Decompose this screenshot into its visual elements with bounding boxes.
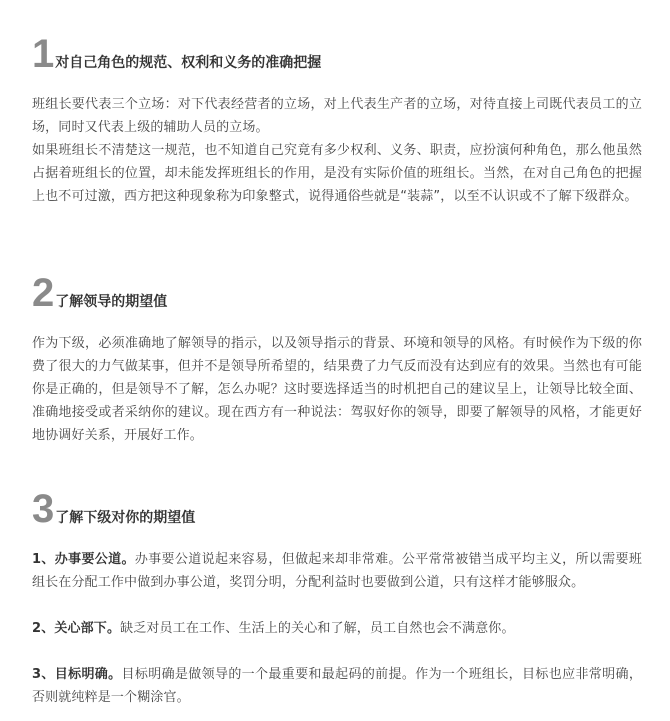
section-1-number: 1	[32, 32, 55, 76]
section-3-title: 了解下级对你的期望值	[55, 510, 196, 526]
point-2-text: 缺乏对员工在工作、生活上的关心和了解，员工自然也会不满意你。	[120, 621, 515, 636]
point-1-lead: 1、办事要公道。	[32, 552, 135, 567]
section-2-paragraph-1: 作为下级，必须准确地了解领导的指示，以及领导指示的背景、环境和领导的风格。有时候作为下级的你费了很大的力气做某事，但并不是领导所希望的，结果费了力气反而没有达到应有的效果。当然也有可能你是正确的，但是领导不了解，怎么办呢？这时要选择适当的时机把自己的建议呈上，让领导比较全面、准确地接受或者采纳你的建议。现在西方有一种说法：驾驭好你的领导，即要了解领导的风格，才能更好地协调好关系，开展好工作。	[32, 336, 642, 443]
section-2-number: 2	[32, 271, 55, 315]
point-2-lead: 2、关心部下。	[32, 621, 121, 636]
point-3-lead: 3、目标明确。	[32, 667, 122, 682]
section-1-title: 对自己角色的规范、权利和义务的准确把握	[55, 55, 322, 71]
section-3-point-3	[32, 663, 642, 709]
section-1-paragraph-1: 班组长要代表三个立场：对下代表经营者的立场，对上代表生产者的立场，对待直接上司既代表员工的立场，同时又代表上级的辅助人员的立场。	[32, 97, 642, 135]
section-3-point-2	[32, 617, 642, 640]
section-2-heading	[32, 273, 167, 313]
section-2-title: 了解领导的期望值	[55, 294, 168, 310]
point-1-text: 办事要公道说起来容易，但做起来却非常难。公平常常被错当成平均主义，所以需要班组长在分配工作中做到办事公道，奖罚分明，分配利益时也要做到公道，只有这样才能够服众。	[32, 552, 642, 590]
section-3-heading	[32, 489, 195, 529]
section-3-point-1	[32, 548, 642, 594]
section-1-paragraph-2: 如果班组长不清楚这一规范，也不知道自己究竟有多少权利、义务、职责，应扮演何种角色，那么他虽然占据着班组长的位置，却未能发挥班组长的作用，是没有实际价值的班组长。当然，在对自己角色的把握上也不可过激，西方把这种现象称为印象整式，说得通俗些就是“装蒜”，以至不认识或不了解下级群众。	[32, 143, 642, 204]
section-1-heading	[32, 34, 321, 74]
point-3-text: 目标明确是做领导的一个最重要和最起码的前提。作为一个班组长，目标也应非常明确，否则就纯粹是一个糊涂官。	[32, 667, 642, 705]
section-3-number: 3	[32, 487, 55, 531]
